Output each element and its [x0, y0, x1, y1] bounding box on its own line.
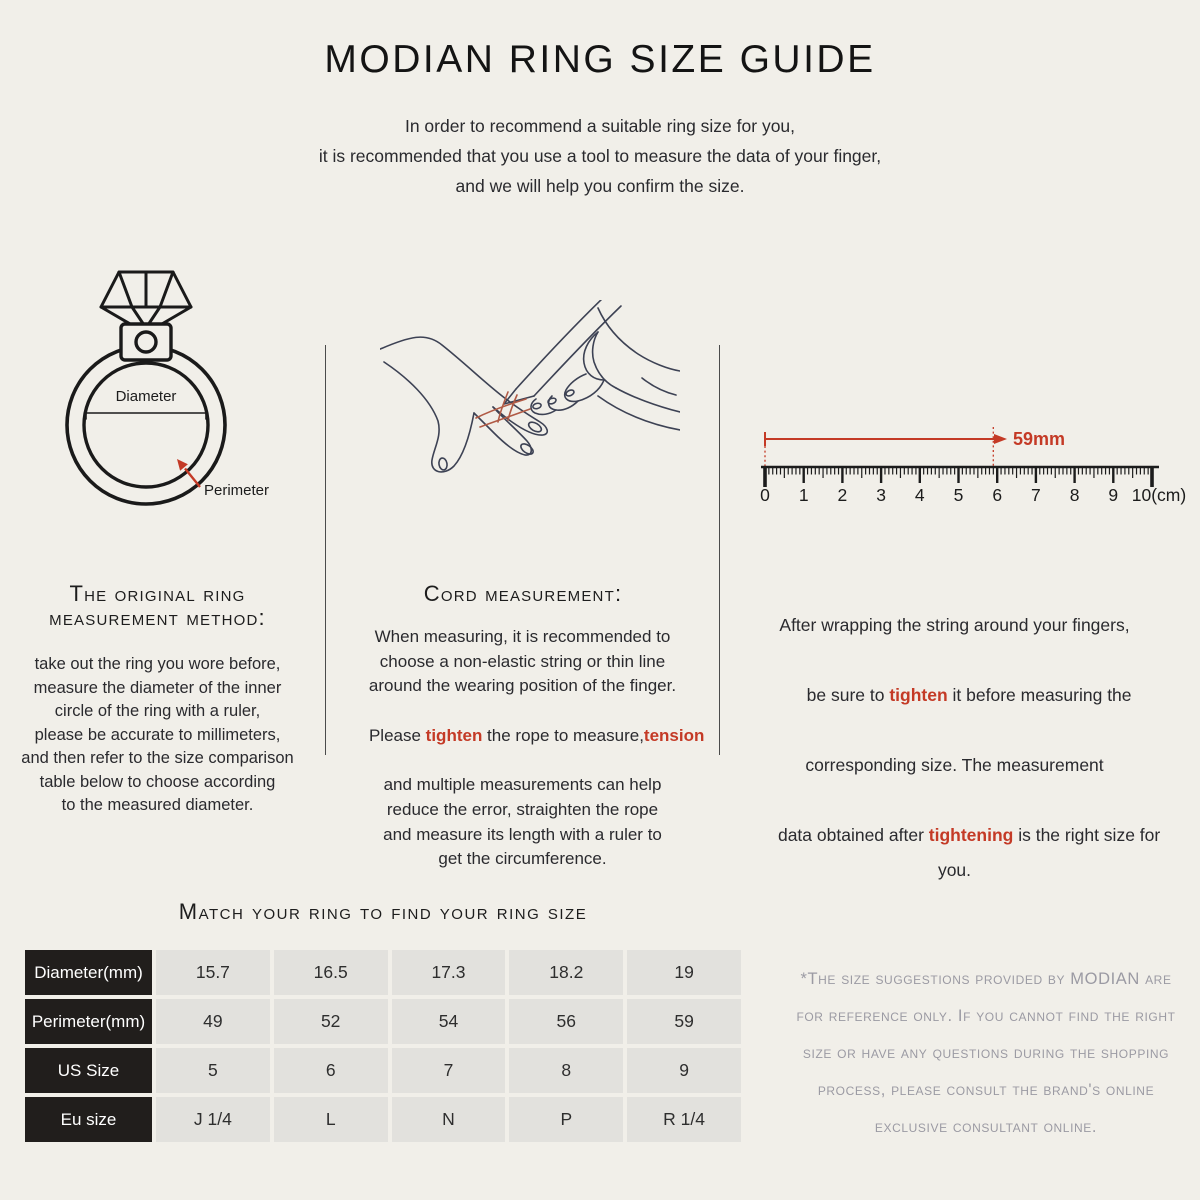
intro-text — [0, 111, 1200, 201]
table-cell: 49 — [156, 999, 270, 1044]
ring-diagram-illustration — [28, 256, 268, 508]
table-row-label-cell: Perimeter(mm) — [25, 999, 152, 1044]
intro-line: it is recommended that you use a tool to measure the data of your finger, — [318, 146, 882, 166]
table-cell: 56 — [509, 999, 623, 1044]
table-cell: N — [392, 1097, 506, 1142]
table-cell: P — [509, 1097, 623, 1142]
highlight-tension: tension — [643, 725, 705, 745]
original-method-text: take out the ring you wore before, measure the diameter of the inner circle of the ring with a ruler, please be accurate to millimeters, and then refer to the size comparison table below to choose according to the measured diameter. — [21, 655, 294, 814]
ruler-ticks — [765, 467, 1152, 487]
ruler-tick-label: 5 — [953, 485, 964, 505]
intro-line: and we will help you confirm the size. — [455, 176, 745, 196]
table-cell: 5 — [156, 1048, 270, 1093]
ruler-tick-label: 7 — [1031, 485, 1041, 505]
size-table-heading: Match your ring to find your ring size — [178, 899, 588, 924]
measurement-arrow — [765, 427, 995, 466]
table-cell: 59 — [627, 999, 741, 1044]
column-divider — [719, 345, 720, 755]
table-cell: 18.2 — [509, 950, 623, 995]
ruler-illustration — [745, 415, 1200, 510]
table-cell: 15.7 — [156, 950, 270, 995]
table-row-label-cell: US Size — [25, 1048, 152, 1093]
ruler-tick-label: 2 — [837, 485, 848, 505]
cord-measurement-heading: Cord measurement: — [423, 581, 623, 606]
ruler-tick-label: 6 — [992, 485, 1003, 505]
table-cell: 54 — [392, 999, 506, 1044]
after-wrapping-text: After wrapping the string around your fingers, be sure to tighten it before measuring the corresponding size. The measurement data obtained after tightening is the right size for you. — [777, 615, 1166, 880]
intro-line: In order to recommend a suitable ring size for you, — [404, 116, 796, 136]
table-row-label-cell: Eu size — [25, 1097, 152, 1142]
table-cell: 17.3 — [392, 950, 506, 995]
table-cell: 9 — [627, 1048, 741, 1093]
table-cell: R 1/4 — [627, 1097, 741, 1142]
size-table — [25, 950, 741, 1142]
ruler-tick-label: 1 — [798, 485, 809, 505]
table-cell: 6 — [274, 1048, 388, 1093]
highlight-tightening: tightening — [928, 825, 1014, 845]
ruler-tick-label: 9 — [1108, 485, 1119, 505]
diameter-label: Diameter — [115, 388, 177, 405]
ruler-tick-label: 8 — [1069, 485, 1080, 505]
table-cell: 16.5 — [274, 950, 388, 995]
table-cell: 7 — [392, 1048, 506, 1093]
table-cell: 52 — [274, 999, 388, 1044]
page-title: MODIAN RING SIZE GUIDE — [324, 38, 876, 81]
table-row-label-cell: Diameter(mm) — [25, 950, 152, 995]
ruler-measure-label: 59mm — [1013, 429, 1066, 449]
highlight-tighten: tighten — [889, 685, 948, 705]
disclaimer-text: *The size suggestions provided by MODIAN are for reference only. If you cannot find the right size or have any questions during the shopping process, please consult the brand's online exclusive consultant online. — [796, 970, 1176, 1136]
table-cell: 19 — [627, 950, 741, 995]
hands-illustration — [380, 300, 680, 520]
original-method-heading: The original ring measurement method: — [49, 581, 266, 630]
perimeter-label: Perimeter — [204, 482, 270, 499]
ruler-tick-label: 3 — [876, 485, 886, 505]
highlight-tighten: tighten — [425, 725, 483, 745]
table-cell: 8 — [509, 1048, 623, 1093]
ruler-tick-label: 4 — [914, 485, 925, 505]
arrowhead — [994, 434, 1007, 444]
ruler-tick-label: 10(cm) — [1131, 485, 1187, 505]
column-divider — [325, 345, 326, 755]
ruler-tick-label: 0 — [760, 485, 770, 505]
table-cell: L — [274, 1097, 388, 1142]
table-cell: J 1/4 — [156, 1097, 270, 1142]
cord-measurement-text: When measuring, it is recommended to choose a non-elastic string or thin line around the wearing position of the finger. Please tighten the rope to measure,tension and multiple measurements can help reduce the error, straighten the rope and measure its length with a ruler to get the circumference. — [368, 627, 705, 869]
